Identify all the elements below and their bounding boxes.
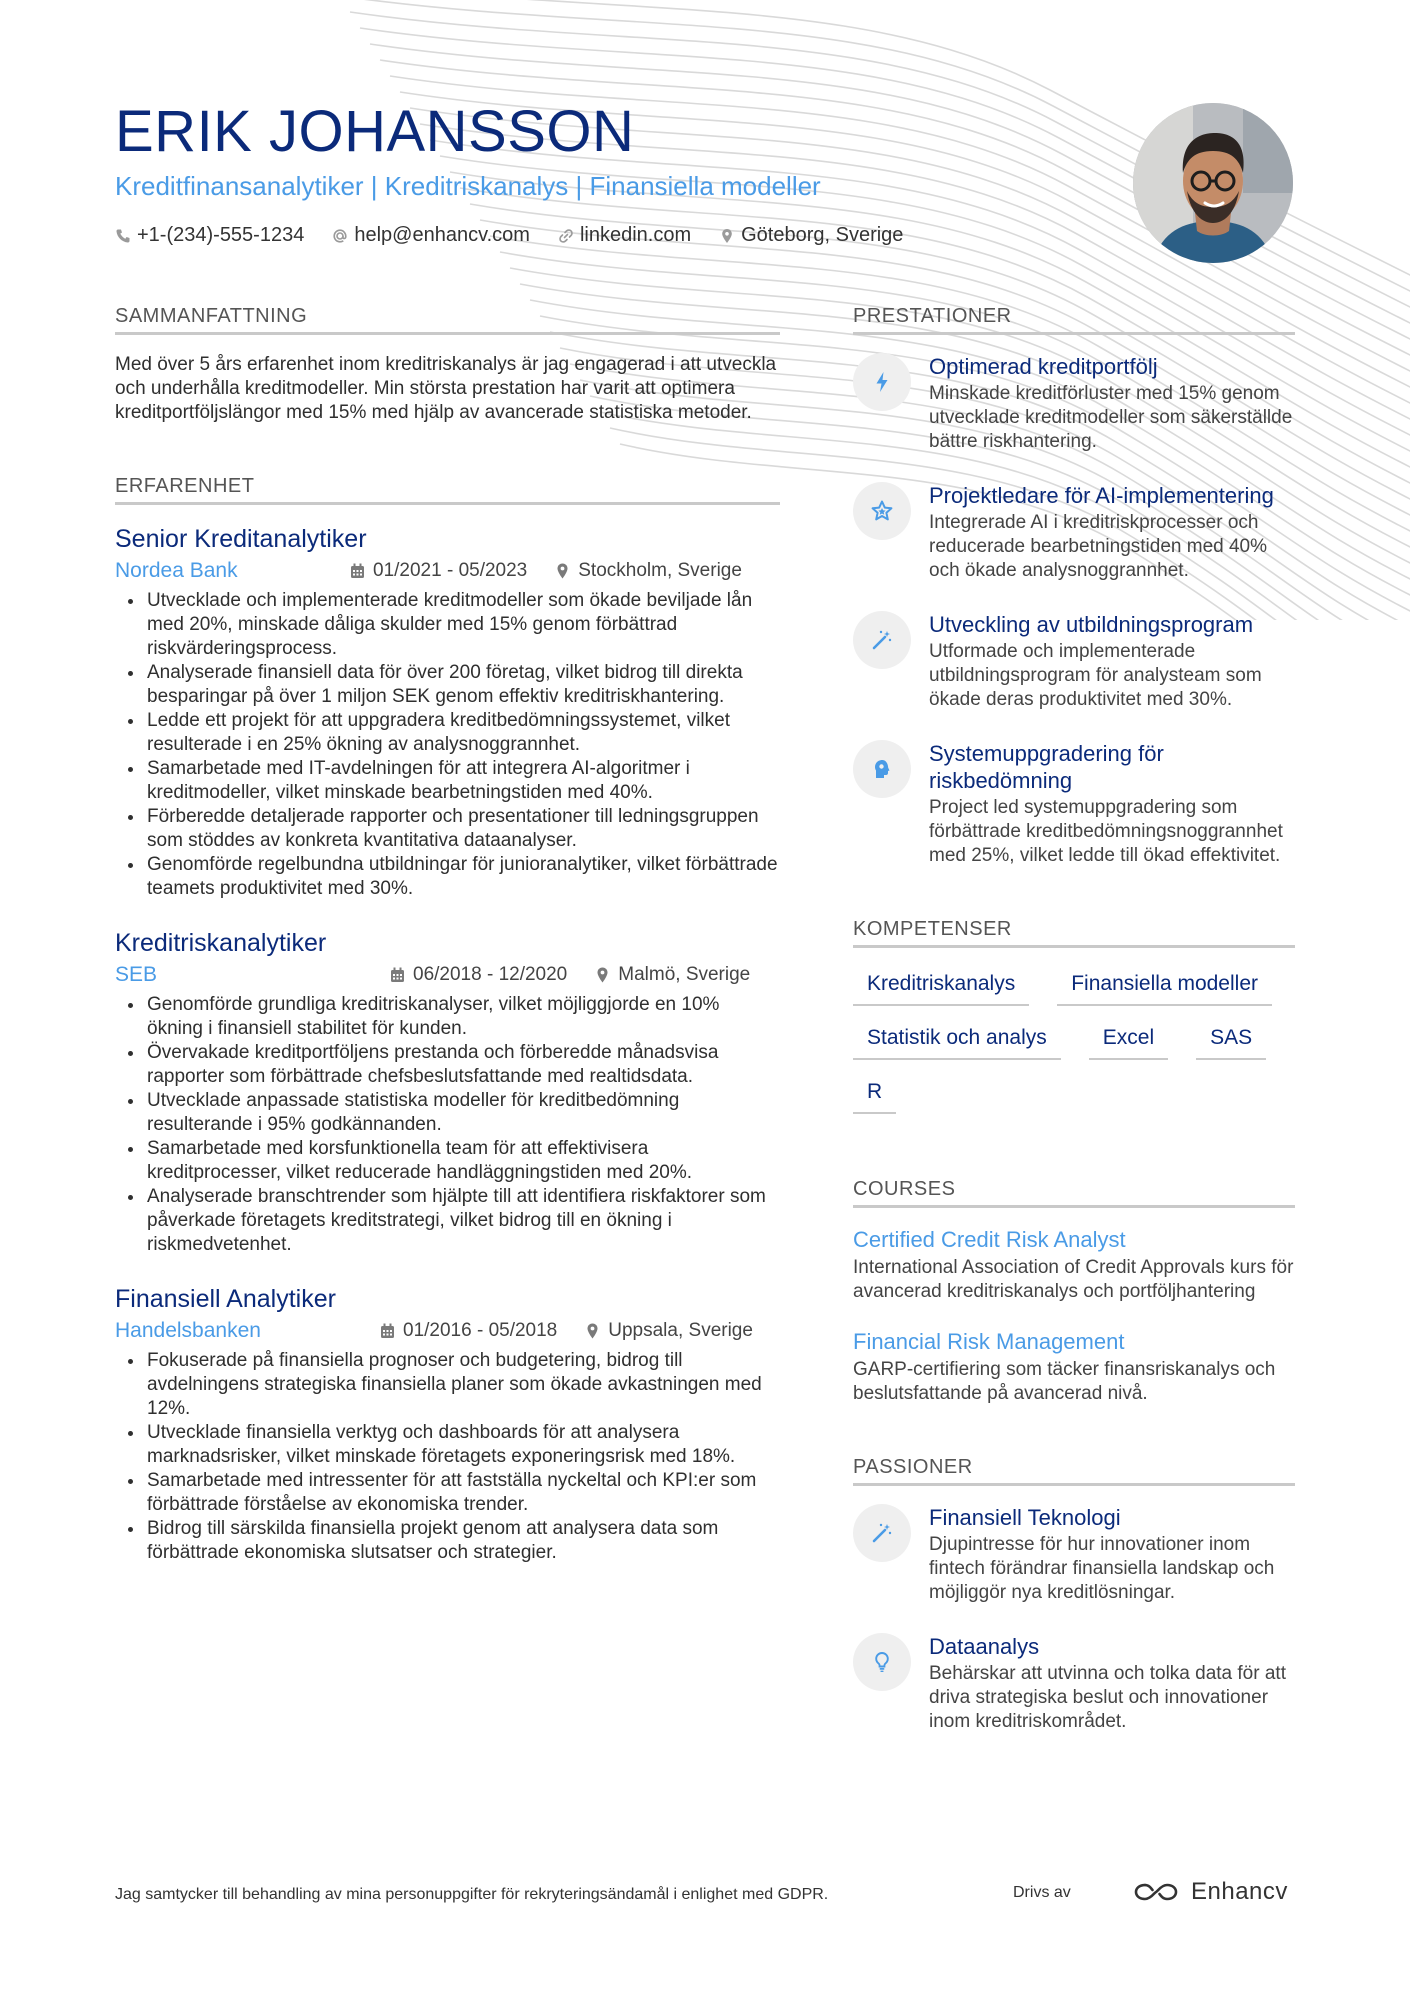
summary-section-title: SAMMANFATTNING xyxy=(115,305,780,335)
achievements-section-title: PRESTATIONER xyxy=(853,305,1295,335)
calendar-icon xyxy=(390,967,405,983)
passion-description: Djupintresse för hur innovationer inom fintech förändrar finansiella landskap och möjliggör nya kreditlösningar. xyxy=(929,1534,1275,1603)
job-bullet: • Utvecklade finansiella verktyg och dashboards för att analysera marknadsrisker, vilket minskade företagets exponeringsrisk med 18%. xyxy=(145,1421,780,1469)
job-bullet: • Förberedde detaljerade rapporter och presentationer till ledningsgruppen som stöddes av konkreta kvantitativa dataanalyser. xyxy=(145,805,780,853)
location-icon xyxy=(555,563,570,579)
course-title: Certified Credit Risk Analyst xyxy=(853,1227,1126,1252)
achievement-item xyxy=(853,740,1295,868)
powered-by-label: Drivs av xyxy=(1013,1884,1071,1901)
course-description: GARP-certifiering som täcker finansriskanalys och beslutsfattande på avancerad nivå. xyxy=(853,1359,1276,1404)
contact-list xyxy=(115,224,1115,247)
skill-tag: SAS xyxy=(1196,1020,1266,1060)
job-dates xyxy=(390,964,567,986)
job-entry xyxy=(115,927,780,1257)
job-dates xyxy=(380,1320,557,1342)
location-icon xyxy=(585,1323,600,1339)
job-bullet: • Utvecklade anpassade statistiska modeller för kreditbedömning resulterande i 95% godkännanden. xyxy=(145,1089,780,1137)
achievement-item xyxy=(853,353,1295,454)
achievement-item xyxy=(853,482,1295,583)
link-icon xyxy=(558,228,574,244)
passion-item xyxy=(853,1504,1295,1605)
job-title: Senior Kreditanalytiker xyxy=(115,525,367,553)
job-bullet: • Ledde ett projekt för att uppgradera kreditbedömningssystemet, vilket resulterade i en 25% ökning av analysnoggrannhet. xyxy=(145,709,780,757)
job-bullet: • Övervakade kreditportföljens prestanda och förberedde månadsvisa rapporter som förbättrade chefsbeslutsfattande med realtidsdata. xyxy=(145,1041,780,1089)
candidate-name: ERIK JOHANSSON xyxy=(115,99,635,164)
location-icon xyxy=(719,228,735,244)
achievement-title: Utveckling av utbildningsprogram xyxy=(929,612,1254,637)
passion-item xyxy=(853,1633,1295,1734)
job-location-text: Stockholm, Sverige xyxy=(578,560,742,581)
candidate-headline: Kreditfinansanalytiker | Kreditriskanalys | Finansiella modeller xyxy=(115,171,821,201)
job-meta xyxy=(115,961,780,989)
job-bullet: • Utvecklade och implementerade kreditmodeller som ökade beviljade lån med 20%, minskade dåliga skulder med 15% genom förbättrad riskvärderingsprocess. xyxy=(145,589,780,661)
job-entry xyxy=(115,1283,780,1565)
courses-section-title: COURSES xyxy=(853,1178,1295,1208)
job-title: Kreditriskanalytiker xyxy=(115,929,327,957)
job-bullets xyxy=(115,589,780,901)
location-icon xyxy=(595,967,610,983)
contact-email[interactable] xyxy=(332,224,530,247)
achievement-description: Project led systemuppgradering som förbättrade kreditbedömningsnoggrannhet med 25%, vilket ledde till ökad effektivitet. xyxy=(929,797,1283,866)
job-meta xyxy=(115,1317,780,1345)
calendar-icon xyxy=(350,563,365,579)
job-bullet: • Samarbetade med intressenter för att fastställa nyckeltal och KPI:er som förbättrade förståelse av ekonomiska trender. xyxy=(145,1469,780,1517)
job-location xyxy=(585,1320,753,1342)
contact-phone-text: +1-(234)-555-1234 xyxy=(137,224,305,246)
course-item xyxy=(853,1226,1295,1304)
resume-header xyxy=(115,100,1115,247)
job-location-text: Uppsala, Sverige xyxy=(608,1320,753,1341)
achievement-title: Optimerad kreditportfölj xyxy=(929,354,1158,379)
job-entry xyxy=(115,523,780,901)
job-bullet: • Bidrog till särskilda finansiella projekt genom att analysera data som förbättrade ekonomiska slutsatser och strategier. xyxy=(145,1517,780,1565)
job-location xyxy=(555,560,742,582)
lightbulb-icon xyxy=(853,1633,911,1691)
job-company: SEB xyxy=(115,963,158,986)
experience-section-title: ERFARENHET xyxy=(115,475,780,505)
brain-icon xyxy=(853,740,911,798)
course-title: Financial Risk Management xyxy=(853,1329,1125,1354)
gdpr-consent-text: Jag samtycker till behandling av mina personuppgifter för rekryteringsändamål i enlighet med GDPR. xyxy=(115,1886,829,1903)
skill-tag: Kreditriskanalys xyxy=(853,966,1029,1006)
at-icon xyxy=(332,228,348,244)
right-column xyxy=(853,305,1295,1762)
phone-icon xyxy=(115,228,131,244)
achievement-item xyxy=(853,611,1295,712)
achievement-description: Integrerade AI i kreditriskprocesser och reducerade bearbetningstiden med 40% och ökade analysnoggrannhet. xyxy=(929,512,1268,581)
passions-section-title: PASSIONER xyxy=(853,1456,1295,1486)
passion-title: Dataanalys xyxy=(929,1634,1040,1659)
skill-tag: Excel xyxy=(1089,1020,1168,1060)
job-bullet: • Fokuserade på finansiella prognoser och budgetering, bidrog till avdelningens strategiska finansiella planer som ökade avkastningen med 12%. xyxy=(145,1349,780,1421)
passion-title: Finansiell Teknologi xyxy=(929,1505,1121,1530)
job-company: Handelsbanken xyxy=(115,1319,261,1342)
achievement-title: Projektledare för AI-implementering xyxy=(929,483,1274,508)
job-bullets xyxy=(115,993,780,1257)
job-bullet: • Analyserade finansiell data för över 200 företag, vilket bidrog till direkta besparingar på över 1 miljon SEK genom effektiv kreditriskhantering. xyxy=(145,661,780,709)
contact-location-text: Göteborg, Sverige xyxy=(741,224,904,246)
achievement-title: Systemuppgradering för riskbedömning xyxy=(929,741,1164,793)
job-dates xyxy=(350,560,527,582)
job-bullet: • Genomförde regelbundna utbildningar för junioranalytiker, vilket förbättrade teamets produktivitet med 30%. xyxy=(145,853,780,901)
job-dates-text: 06/2018 - 12/2020 xyxy=(413,964,568,985)
course-description: International Association of Credit Approvals kurs för avancerad kreditriskanalys och portföljhantering xyxy=(853,1257,1294,1302)
page-footer xyxy=(115,1878,1295,1912)
skill-tag: Finansiella modeller xyxy=(1057,966,1272,1006)
job-location xyxy=(595,964,750,986)
enhancv-logo[interactable] xyxy=(1133,1878,1288,1906)
achievement-description: Minskade kreditförluster med 15% genom utvecklade kreditmodeller som säkerställde bättre riskhantering. xyxy=(929,383,1293,452)
calendar-icon xyxy=(380,1323,395,1339)
profile-photo-illustration xyxy=(1133,103,1293,263)
contact-linkedin[interactable] xyxy=(558,224,691,247)
contact-phone[interactable] xyxy=(115,224,304,247)
achievement-description: Utformade och implementerade utbildningsprogram för analysteam som ökade deras produktivitet med 30%. xyxy=(929,641,1262,710)
job-title: Finansiell Analytiker xyxy=(115,1285,336,1313)
contact-location xyxy=(719,224,903,247)
job-meta xyxy=(115,557,780,585)
bolt-icon xyxy=(853,353,911,411)
enhancv-brand-text: Enhancv xyxy=(1191,1878,1288,1905)
contact-linkedin-text: linkedin.com xyxy=(579,224,692,246)
wand-icon xyxy=(853,611,911,669)
passion-description: Behärskar att utvinna och tolka data för att driva strategiska beslut och innovationer inom kreditriskområdet. xyxy=(929,1663,1286,1732)
job-dates-text: 01/2016 - 05/2018 xyxy=(403,1320,558,1341)
left-column xyxy=(115,305,780,1591)
job-company: Nordea Bank xyxy=(115,559,238,582)
skills-section-title: KOMPETENSER xyxy=(853,918,1295,948)
contact-email-text: help@enhancv.com xyxy=(354,224,530,246)
skill-tag: Statistik och analys xyxy=(853,1020,1061,1060)
skill-tag: R xyxy=(853,1074,896,1114)
profile-photo xyxy=(1133,103,1293,263)
job-bullet: • Analyserade branschtrender som hjälpte till att identifiera riskfaktorer som påverkade företagets kreditstrategi, vilket bidrog till en ökning i riskmedvetenhet. xyxy=(145,1185,780,1257)
infinity-icon xyxy=(1133,1880,1179,1904)
star-icon xyxy=(853,482,911,540)
job-location-text: Malmö, Sverige xyxy=(618,964,751,985)
job-bullets xyxy=(115,1349,780,1565)
job-bullet: • Genomförde grundliga kreditriskanalyser, vilket möjliggjorde en 10% ökning i finansiell stabilitet för kunden. xyxy=(145,993,780,1041)
wand-icon xyxy=(853,1504,911,1562)
job-dates-text: 01/2021 - 05/2023 xyxy=(373,560,528,581)
course-item xyxy=(853,1328,1295,1406)
summary-text: Med över 5 års erfarenhet inom kreditriskanalys är jag engagerad i att utveckla och underhålla kreditmodeller. Min största prestation har varit att optimera kreditportföljslängor med 15% med hjälp av avancerade statistiska metoder. xyxy=(115,354,777,423)
skills-list xyxy=(853,966,1295,1128)
job-bullet: • Samarbetade med IT-avdelningen för att integrera AI-algoritmer i kreditmodeller, vilket minskade bearbetningstiden med 40%. xyxy=(145,757,780,805)
job-bullet: • Samarbetade med korsfunktionella team för att effektivisera kreditprocesser, vilket reducerade handläggningstiden med 20%. xyxy=(145,1137,780,1185)
